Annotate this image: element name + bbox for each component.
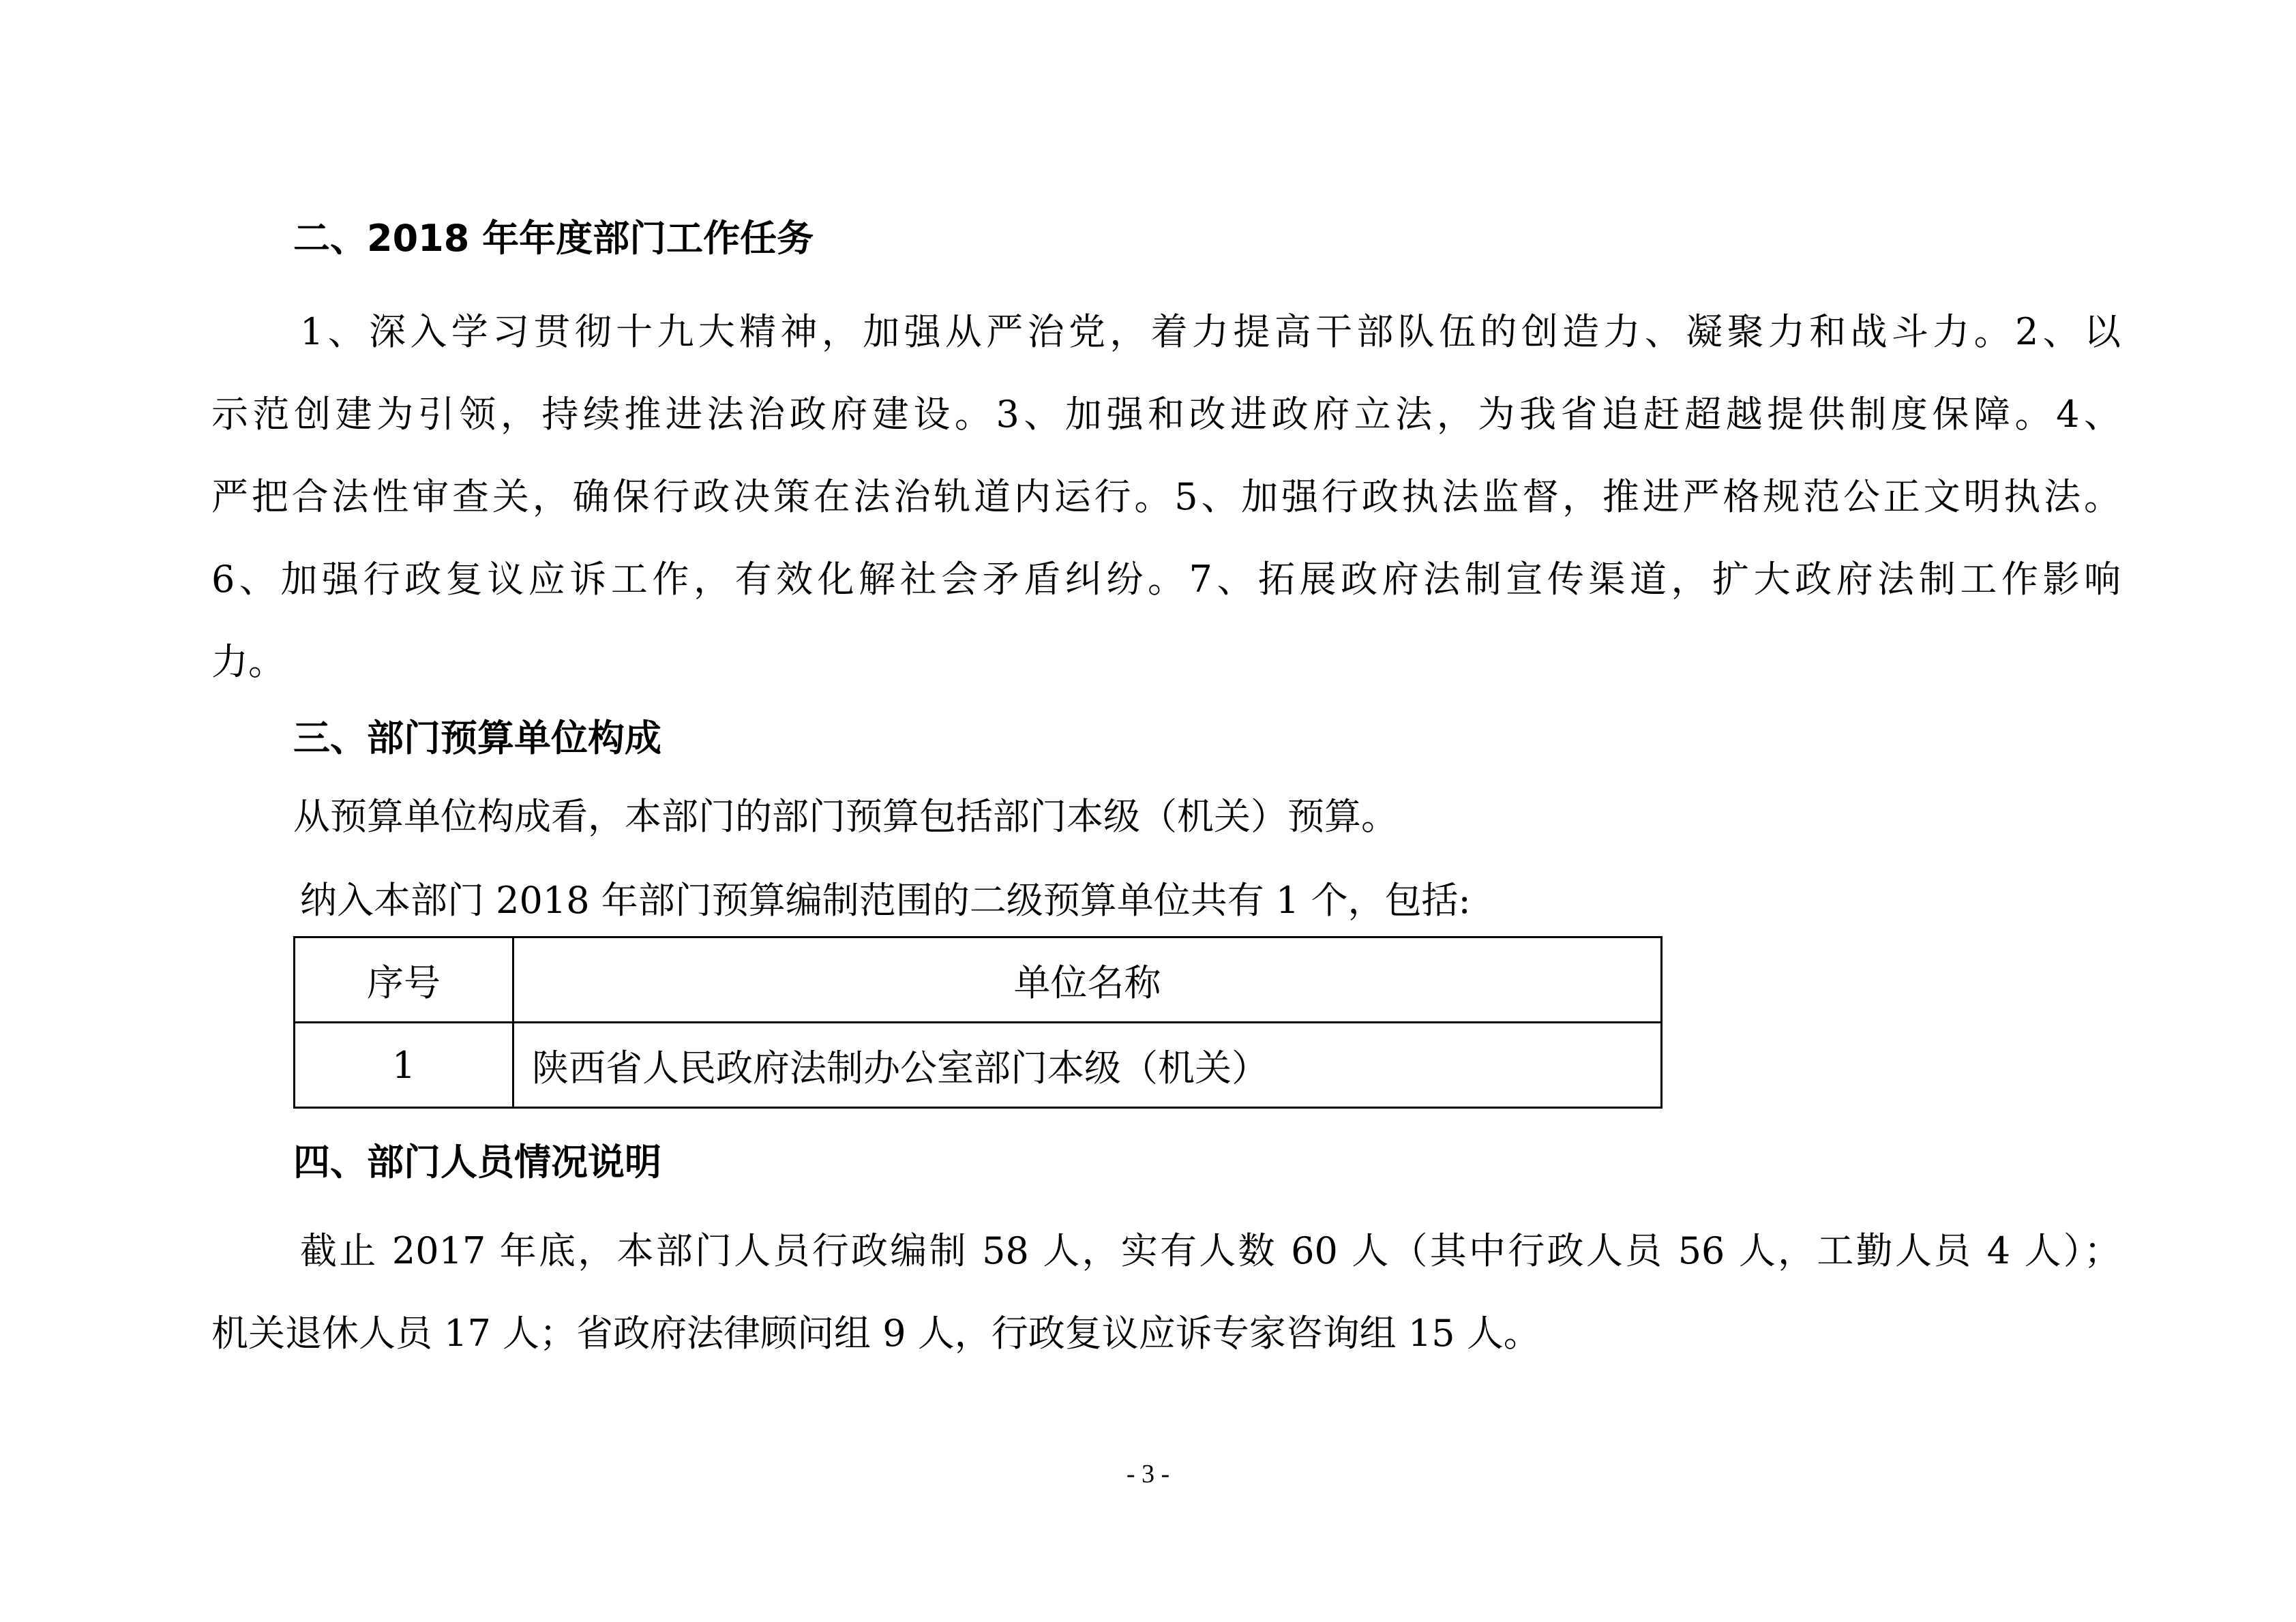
section-4-body [211, 1210, 2121, 1375]
table-cell-unit-name: 陕西省人民政府法制办公室部门本级（机关） [513, 1023, 1662, 1108]
table-row [295, 1023, 1662, 1108]
section-4-line-2: 机关退休人员 17 人；省政府法律顾问组 9 人，行政复议应诉专家咨询组 15 人。 [211, 1312, 1540, 1355]
table-cell-index: 1 [295, 1023, 513, 1108]
section-2-line-3: 严把合法性审查关，确保行政决策在法治轨道内运行。5、加强行政执法监督，推进严格规范公正文明执法。 [211, 475, 2121, 518]
section-2-line-4: 6、加强行政复议应诉工作，有效化解社会矛盾纠纷。7、拓展政府法制宣传渠道，扩大政府法制工作影响 [211, 558, 2121, 601]
budget-units-table [293, 936, 1663, 1109]
page-number: - 3 - [1126, 1460, 1170, 1488]
section-3-heading: 三、部门预算单位构成 [293, 717, 661, 760]
section-3-paragraph-1: 从预算单位构成看，本部门的部门预算包括部门本级（机关）预算。 [293, 795, 1398, 838]
table-header-index: 序号 [295, 937, 513, 1023]
section-2-body [211, 290, 2121, 703]
section-4-heading: 四、部门人员情况说明 [293, 1141, 661, 1184]
section-2-heading: 二、2018 年年度部门工作任务 [293, 217, 814, 260]
section-4-line-1: 截止 2017 年底，本部门人员行政编制 58 人，实有人数 60 人（其中行政人员 56 人，工勤人员 4 人）； [300, 1229, 2121, 1272]
table-header-row [295, 937, 1662, 1023]
section-2-line-1: 1、深入学习贯彻十九大精神，加强从严治党，着力提高干部队伍的创造力、凝聚力和战斗力。2、以 [300, 310, 2121, 353]
section-3-paragraph-2: 纳入本部门 2018 年部门预算编制范围的二级预算单位共有 1 个，包括: [300, 879, 1471, 922]
table-header-unit-name: 单位名称 [513, 937, 1662, 1023]
section-2-line-5: 力。 [211, 640, 285, 683]
section-2-line-2: 示范创建为引领，持续推进法治政府建设。3、加强和改进政府立法，为我省追赶超越提供制度保障。4、 [211, 393, 2121, 436]
